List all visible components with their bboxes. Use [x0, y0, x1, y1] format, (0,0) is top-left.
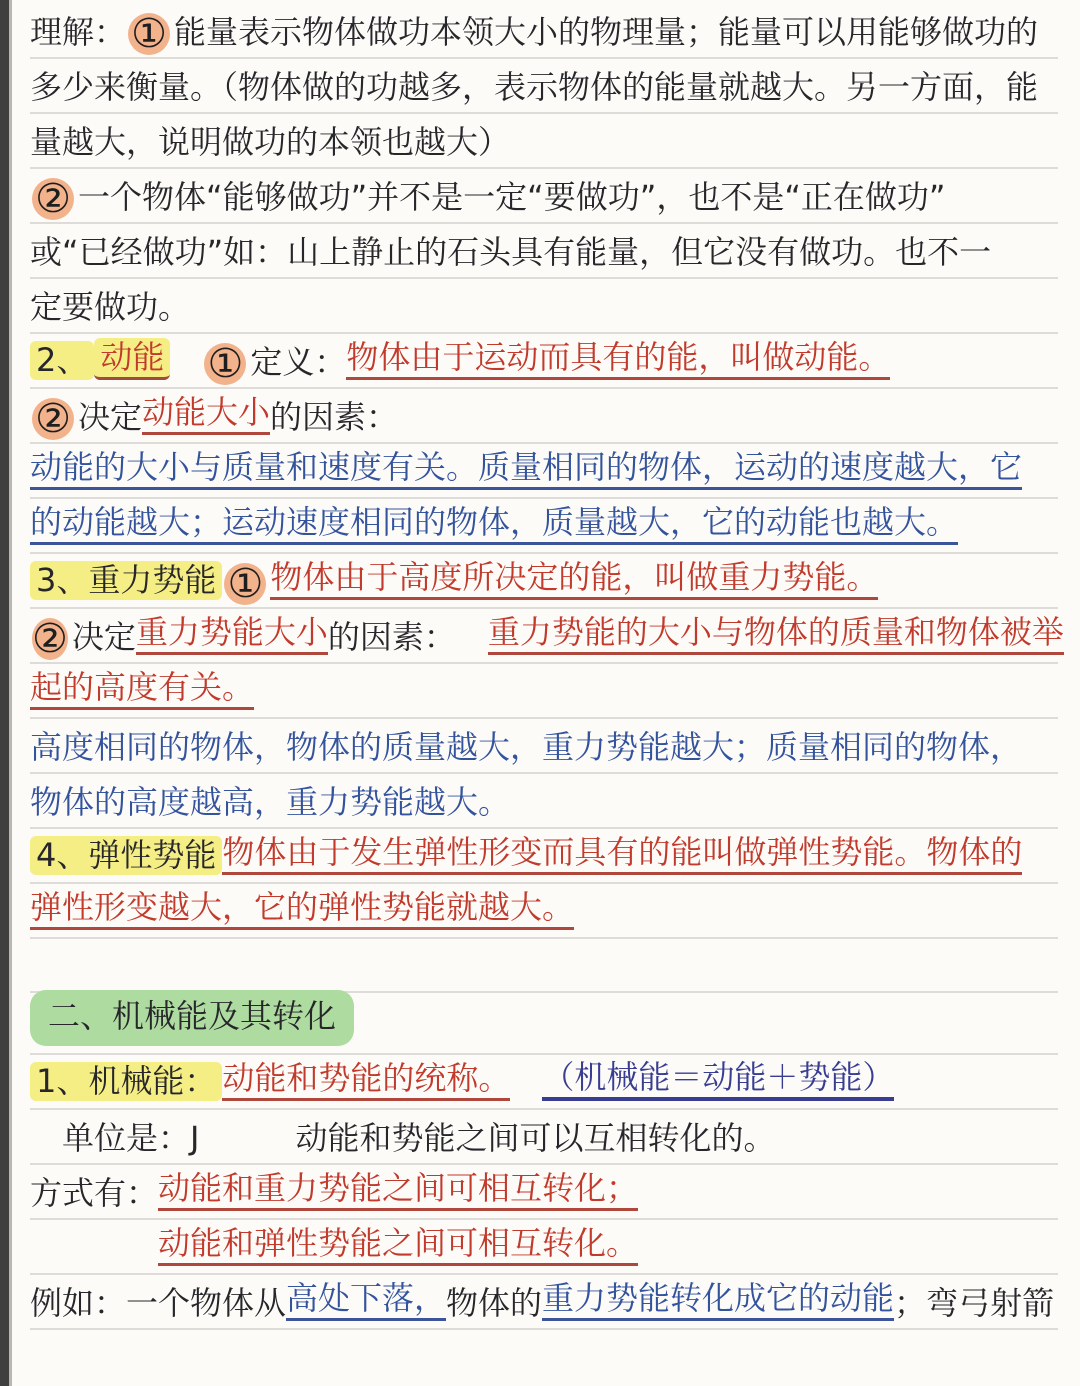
text-segment: 定要做功。 [30, 288, 191, 327]
note-line-6 [30, 279, 1058, 334]
scan-edge-light [9, 0, 12, 1386]
note-line-22 [30, 1165, 1058, 1220]
note-line-16 [30, 829, 1058, 884]
text-segment: 起的高度有关。 [30, 671, 254, 710]
text-segment: 的因素： [270, 398, 399, 437]
note-line-1 [30, 4, 1058, 59]
circled-number: ① [224, 563, 266, 605]
text-segment: 物体的 [446, 1284, 543, 1323]
text-segment: 物体由于发生弹性形变而具有的能叫做弹性势能。物体的 [222, 836, 1022, 875]
scan-edge-dark [0, 0, 9, 1386]
text-segment: 物体的高度越高，重力势能越大。 [30, 783, 511, 822]
text-segment: 弹性形变越大，它的弹性势能就越大。 [30, 891, 574, 930]
note-line-11 [30, 554, 1058, 609]
note-line-20 [30, 1055, 1058, 1110]
text-segment: 2、 [30, 341, 94, 380]
text-segment: 4、弹性势能 [30, 836, 222, 875]
text-segment [456, 621, 488, 655]
text-segment: 单位是：J 动能和势能之间可以互相转化的。 [30, 1119, 776, 1158]
text-segment [30, 1232, 158, 1266]
text-segment: 一个物体“能够做功”并不是一定“要做功”，也不是“正在做功” [78, 178, 946, 217]
note-line-12 [30, 609, 1064, 664]
note-line-10 [30, 499, 1058, 554]
text-segment: 动能和重力势能之间可相互转化； [158, 1172, 638, 1211]
text-segment: 重力势能大小 [136, 616, 328, 655]
section-gap [30, 939, 1058, 993]
text-segment: 动能大小 [142, 396, 270, 435]
circled-number: ② [32, 616, 68, 662]
text-segment: 重力势能的大小与物体的质量和物体被举 [488, 616, 1064, 655]
text-segment: 物体由于运动而具有的能，叫做动能。 [346, 341, 890, 380]
text-segment: 动能和弹性势能之间可相互转化。 [158, 1227, 638, 1266]
text-segment: 高度相同的物体，物体的质量越大，重力势能越大；质量相同的物体， [30, 728, 1023, 767]
text-segment: 二、机械能及其转化 [30, 990, 354, 1046]
text-segment: 高处下落， [286, 1282, 446, 1321]
text-segment: ；弯弓射箭 [894, 1284, 1055, 1323]
text-segment: 理解： [30, 13, 127, 52]
text-segment: 能量表示物体做功本领大小的物理量；能量可以用能够做功的 [174, 13, 1039, 52]
note-line-13 [30, 664, 1058, 719]
text-segment: 物体由于高度所决定的能，叫做重力势能。 [270, 561, 878, 600]
circled-number: ② [32, 398, 74, 440]
text-segment: （机械能＝动能＋势能） [542, 1061, 894, 1101]
text-segment: 1、机械能： [30, 1062, 222, 1101]
text-segment: 决定 [78, 398, 143, 437]
note-line-4 [30, 169, 1058, 224]
note-line-7 [30, 334, 1058, 389]
note-line-8 [30, 389, 1058, 444]
text-segment: 动能的大小与质量和速度有关。质量相同的物体，运动的速度越大，它 [30, 451, 1022, 490]
circled-number: ① [128, 13, 170, 55]
text-segment: 量越大，说明做功的本领也越大） [30, 123, 511, 162]
circled-number: ① [204, 343, 246, 385]
text-segment: 动能和势能的统称。 [222, 1062, 510, 1101]
text-segment: 动能 [94, 338, 170, 380]
text-segment: 3、重力势能 [30, 561, 222, 600]
text-segment: 方式有： [30, 1174, 159, 1213]
note-line-19 [30, 993, 1058, 1055]
text-segment: 重力势能转化成它的动能 [542, 1282, 894, 1321]
note-line-23 [30, 1220, 1058, 1275]
note-line-24 [30, 1275, 1058, 1330]
text-segment [510, 1067, 542, 1101]
text-segment: 定义： [250, 343, 347, 382]
text-segment: 的动能越大；运动速度相同的物体，质量越大，它的动能也越大。 [30, 506, 958, 545]
text-segment: 的因素： [327, 618, 456, 657]
note-line-14 [30, 719, 1058, 774]
note-line-15 [30, 774, 1058, 829]
text-segment: 多少来衡量。（物体做的功越多，表示物体的能量就越大。另一方面，能 [30, 68, 1039, 107]
note-line-2 [30, 59, 1058, 114]
text-segment: 例如：一个物体从 [30, 1284, 287, 1323]
text-segment [170, 346, 202, 380]
note-line-3 [30, 114, 1058, 169]
text-segment: 决定 [71, 618, 136, 657]
note-line-9 [30, 444, 1058, 499]
text-segment: 或“已经做功”如：山上静止的石头具有能量，但它没有做功。也不一 [30, 233, 992, 272]
note-line-5 [30, 224, 1058, 279]
circled-number: ② [32, 178, 74, 220]
note-line-17 [30, 884, 1058, 939]
note-line-21 [30, 1110, 1058, 1165]
notes-page [30, 4, 1064, 1330]
